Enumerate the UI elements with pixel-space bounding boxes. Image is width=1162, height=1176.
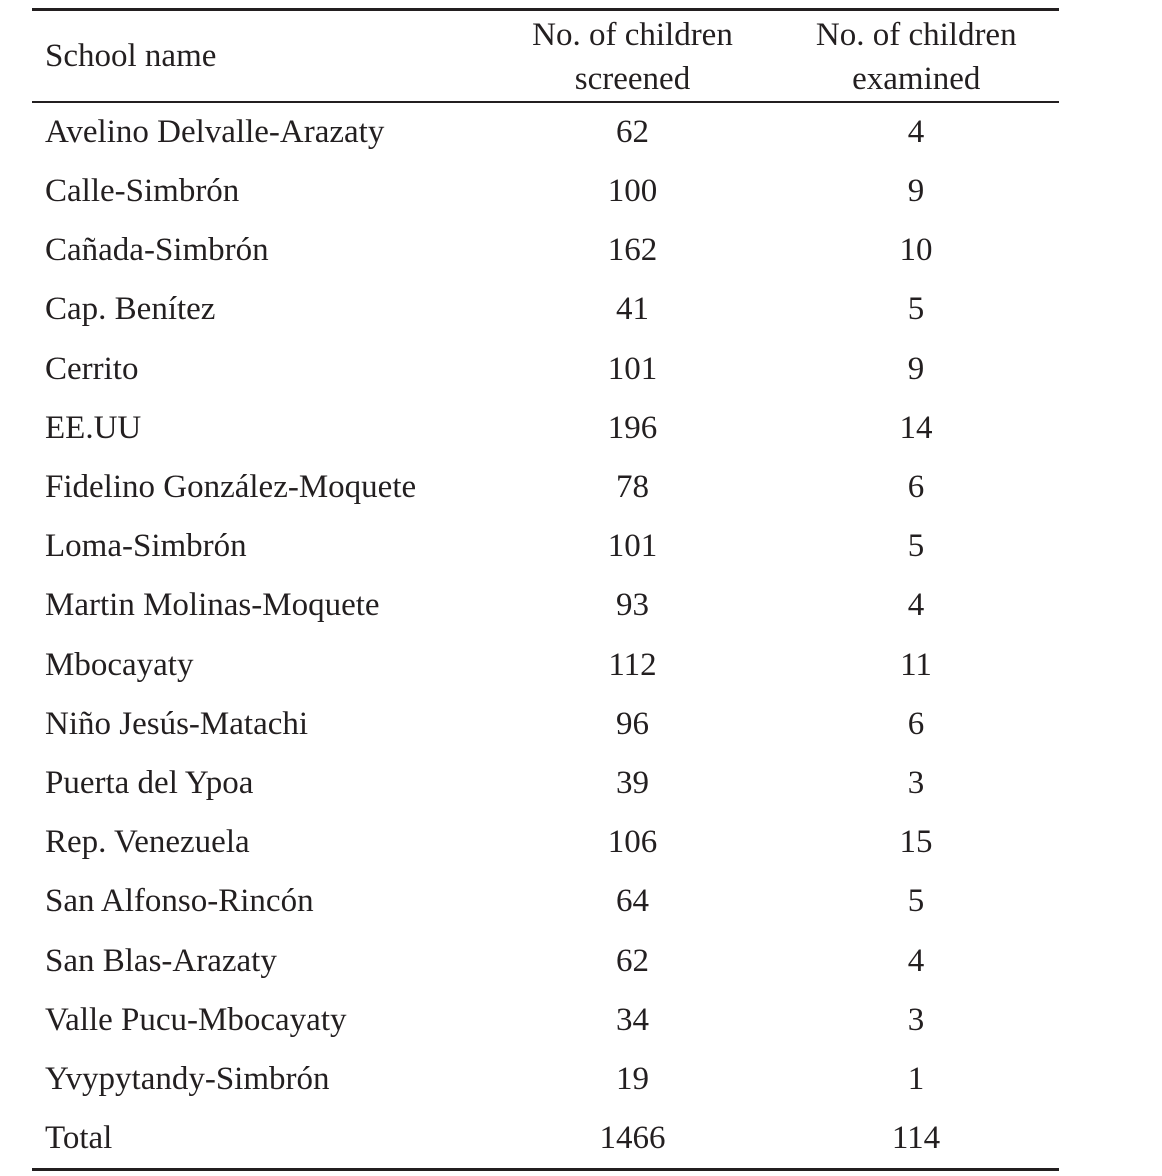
school-name-cell: Cap. Benítez <box>45 291 216 328</box>
table-row <box>32 280 1059 339</box>
table-row <box>32 576 1059 635</box>
children-screened-cell: 93 <box>616 587 649 624</box>
school-name-cell: Mbocayaty <box>45 646 194 683</box>
school-name-cell: Puerta del Ypoa <box>45 764 254 801</box>
school-name-cell: Cerrito <box>45 350 139 387</box>
table-row <box>32 102 1059 162</box>
children-examined-cell: 114 <box>773 1109 1059 1170</box>
children-screened-cell: 1466 <box>492 1109 773 1170</box>
table-row <box>32 340 1059 399</box>
table-row <box>32 221 1059 280</box>
children-examined-cell: 15 <box>899 824 933 861</box>
children-examined-cell: 10 <box>899 232 933 269</box>
header-school-name: School name <box>32 10 492 103</box>
children-examined-cell: 6 <box>907 469 925 506</box>
table-body <box>32 102 1059 1170</box>
school-name-cell: Rep. Venezuela <box>45 824 250 861</box>
school-name-cell: EE.UU <box>45 409 142 446</box>
children-screened-cell: 19 <box>616 1060 649 1097</box>
school-name-cell: Martin Molinas-Moquete <box>45 587 380 624</box>
school-name-cell: Valle Pucu-Mbocayaty <box>45 1001 347 1038</box>
children-screened-cell: 62 <box>616 114 649 150</box>
school-name-cell: San Alfonso-Rincón <box>45 883 314 920</box>
school-name-cell: Loma-Simbrón <box>45 528 247 565</box>
children-examined-cell: 14 <box>899 409 933 446</box>
children-screened-cell: 34 <box>616 1001 649 1038</box>
children-examined-cell: 9 <box>907 173 925 210</box>
school-name-cell: Avelino Delvalle-Arazaty <box>45 114 385 150</box>
table-row <box>32 162 1059 221</box>
children-screened-cell: 96 <box>616 705 649 742</box>
header-row <box>32 10 1059 103</box>
table-row <box>32 695 1059 754</box>
school-name-cell: San Blas-Arazaty <box>45 942 277 979</box>
header-children-screened <box>492 10 773 103</box>
header-children-examined <box>773 10 1059 103</box>
table-row <box>32 813 1059 872</box>
children-screened-cell: 162 <box>607 232 658 269</box>
children-examined-cell: 3 <box>907 1001 925 1038</box>
table-row <box>32 517 1059 576</box>
table-row <box>32 636 1059 695</box>
children-examined-cell: 4 <box>907 587 925 624</box>
children-examined-cell: 3 <box>907 764 925 801</box>
children-examined-cell: 5 <box>907 528 925 565</box>
children-screened-cell: 41 <box>616 291 649 328</box>
children-screened-cell: 101 <box>607 528 658 565</box>
header-examined-line1: No. of children <box>815 17 1017 53</box>
children-screened-cell: 62 <box>616 942 649 979</box>
children-examined-cell: 9 <box>907 350 925 387</box>
children-screened-cell: 196 <box>607 409 658 446</box>
table-header <box>32 10 1059 103</box>
table-row <box>32 991 1059 1050</box>
header-screened-line2: screened <box>574 61 691 97</box>
table-row <box>32 458 1059 517</box>
header-examined-line2: examined <box>852 61 981 97</box>
children-screened-cell: 78 <box>616 469 649 506</box>
table-row <box>32 754 1059 813</box>
children-examined-cell: 5 <box>907 291 925 328</box>
table-row <box>32 1050 1059 1109</box>
school-name-cell: Fidelino González-Moquete <box>45 469 417 506</box>
header-screened-line1: No. of children <box>532 17 733 53</box>
children-screened-cell: 64 <box>616 883 649 920</box>
total-row <box>32 1109 1059 1170</box>
children-screened-cell: 100 <box>607 173 658 210</box>
children-screened-cell: 101 <box>607 350 658 387</box>
school-name-cell: Niño Jesús-Matachi <box>45 705 309 742</box>
children-screened-cell: 39 <box>616 764 649 801</box>
children-examined-cell: 11 <box>900 646 932 683</box>
school-name-cell: Yvypytandy-Simbrón <box>45 1060 330 1097</box>
children-examined-cell: 5 <box>907 883 925 920</box>
children-screened-cell: 106 <box>607 824 658 861</box>
children-screened-cell: 112 <box>608 646 657 683</box>
school-name-cell: Total <box>32 1109 492 1170</box>
school-name-cell: Calle-Simbrón <box>45 173 240 210</box>
children-examined-cell: 6 <box>907 705 925 742</box>
table-row <box>32 931 1059 990</box>
school-name-cell: Cañada-Simbrón <box>45 232 269 269</box>
children-examined-cell: 1 <box>907 1060 925 1097</box>
data-table-container <box>32 8 1059 1171</box>
children-examined-cell: 4 <box>907 942 925 979</box>
children-examined-cell: 4 <box>907 114 925 150</box>
table-row <box>32 399 1059 458</box>
schools-table <box>32 8 1059 1171</box>
table-row <box>32 872 1059 931</box>
